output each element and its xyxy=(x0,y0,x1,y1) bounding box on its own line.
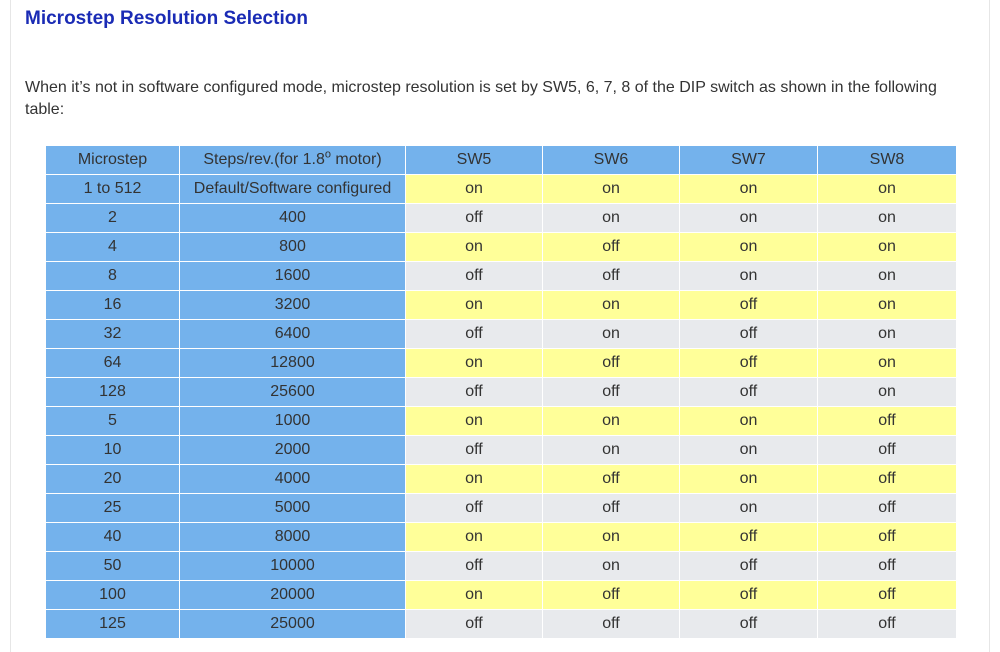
cell-sw5: off xyxy=(406,494,543,523)
cell-sw5: on xyxy=(406,349,543,378)
cell-sw8: off xyxy=(818,581,957,610)
table-row xyxy=(46,291,957,320)
table-row xyxy=(46,465,957,494)
cell-steps: 4000 xyxy=(180,465,406,494)
cell-steps: Default/Software configured xyxy=(180,175,406,204)
intro-text: When it’s not in software configured mode, microstep resolution is set by SW5, 6, 7, 8 of the DIP switch as shown in the following table: xyxy=(25,79,937,118)
cell-steps: 6400 xyxy=(180,320,406,349)
table-row xyxy=(46,349,957,378)
cell-steps: 12800 xyxy=(180,349,406,378)
header-sw6: SW6 xyxy=(543,146,680,175)
cell-sw5: off xyxy=(406,552,543,581)
cell-sw5: off xyxy=(406,610,543,639)
page xyxy=(10,0,990,652)
cell-sw5: off xyxy=(406,204,543,233)
table-row xyxy=(46,320,957,349)
cell-sw5: on xyxy=(406,581,543,610)
table-row xyxy=(46,581,957,610)
cell-sw8: on xyxy=(818,262,957,291)
cell-sw5: off xyxy=(406,436,543,465)
table-row xyxy=(46,552,957,581)
cell-microstep: 100 xyxy=(46,581,180,610)
cell-microstep: 32 xyxy=(46,320,180,349)
cell-sw6: on xyxy=(543,291,680,320)
cell-sw7: on xyxy=(680,436,818,465)
cell-sw5: on xyxy=(406,175,543,204)
cell-microstep: 10 xyxy=(46,436,180,465)
cell-sw6: off xyxy=(543,262,680,291)
cell-steps: 20000 xyxy=(180,581,406,610)
cell-steps: 10000 xyxy=(180,552,406,581)
header-steps-prefix: Steps/rev.(for 1.8 xyxy=(203,151,325,168)
cell-sw6: off xyxy=(543,465,680,494)
table-row xyxy=(46,494,957,523)
cell-microstep: 125 xyxy=(46,610,180,639)
header-sw7: SW7 xyxy=(680,146,818,175)
table-body xyxy=(46,175,957,639)
cell-sw7: on xyxy=(680,262,818,291)
header-sw8: SW8 xyxy=(818,146,957,175)
cell-sw5: on xyxy=(406,233,543,262)
cell-sw6: on xyxy=(543,436,680,465)
cell-sw8: off xyxy=(818,610,957,639)
cell-sw6: off xyxy=(543,610,680,639)
cell-steps: 1600 xyxy=(180,262,406,291)
cell-sw7: on xyxy=(680,494,818,523)
cell-sw6: on xyxy=(543,523,680,552)
cell-steps: 25000 xyxy=(180,610,406,639)
cell-sw7: off xyxy=(680,610,818,639)
cell-sw6: off xyxy=(543,233,680,262)
cell-microstep: 16 xyxy=(46,291,180,320)
cell-sw6: on xyxy=(543,552,680,581)
cell-sw7: off xyxy=(680,320,818,349)
cell-steps: 5000 xyxy=(180,494,406,523)
cell-sw8: off xyxy=(818,523,957,552)
cell-microstep: 40 xyxy=(46,523,180,552)
cell-steps: 2000 xyxy=(180,436,406,465)
table-header-row xyxy=(46,146,957,175)
cell-sw8: off xyxy=(818,436,957,465)
cell-microstep: 64 xyxy=(46,349,180,378)
cell-sw5: off xyxy=(406,262,543,291)
cell-sw7: off xyxy=(680,349,818,378)
cell-sw8: on xyxy=(818,175,957,204)
cell-sw8: off xyxy=(818,552,957,581)
cell-sw7: off xyxy=(680,581,818,610)
page-title: Microstep Resolution Selection xyxy=(25,8,308,29)
table-row xyxy=(46,262,957,291)
cell-sw8: on xyxy=(818,204,957,233)
cell-sw5: on xyxy=(406,291,543,320)
cell-sw8: off xyxy=(818,465,957,494)
cell-sw6: on xyxy=(543,204,680,233)
cell-sw8: on xyxy=(818,291,957,320)
cell-steps: 800 xyxy=(180,233,406,262)
cell-sw6: on xyxy=(543,175,680,204)
cell-sw8: off xyxy=(818,494,957,523)
header-microstep: Microstep xyxy=(46,146,180,175)
microstep-table xyxy=(45,145,957,639)
cell-sw8: on xyxy=(818,349,957,378)
cell-sw5: on xyxy=(406,407,543,436)
cell-microstep: 50 xyxy=(46,552,180,581)
cell-sw6: on xyxy=(543,407,680,436)
cell-sw7: on xyxy=(680,465,818,494)
cell-sw5: off xyxy=(406,320,543,349)
cell-sw6: off xyxy=(543,494,680,523)
table-row xyxy=(46,204,957,233)
table-row xyxy=(46,378,957,407)
cell-sw8: on xyxy=(818,320,957,349)
cell-microstep: 128 xyxy=(46,378,180,407)
cell-microstep: 1 to 512 xyxy=(46,175,180,204)
cell-sw8: off xyxy=(818,407,957,436)
cell-steps: 400 xyxy=(180,204,406,233)
header-steps-degree: o xyxy=(324,148,331,161)
cell-microstep: 5 xyxy=(46,407,180,436)
cell-sw7: on xyxy=(680,204,818,233)
cell-microstep: 4 xyxy=(46,233,180,262)
cell-sw6: off xyxy=(543,349,680,378)
cell-sw6: off xyxy=(543,378,680,407)
cell-sw7: off xyxy=(680,291,818,320)
header-steps-suffix: motor) xyxy=(330,151,382,168)
header-sw5: SW5 xyxy=(406,146,543,175)
table-row xyxy=(46,523,957,552)
cell-sw7: on xyxy=(680,233,818,262)
cell-microstep: 20 xyxy=(46,465,180,494)
table-row xyxy=(46,175,957,204)
cell-steps: 1000 xyxy=(180,407,406,436)
cell-sw6: on xyxy=(543,320,680,349)
cell-sw7: off xyxy=(680,378,818,407)
cell-sw7: on xyxy=(680,175,818,204)
cell-steps: 3200 xyxy=(180,291,406,320)
cell-sw5: off xyxy=(406,378,543,407)
cell-sw8: on xyxy=(818,233,957,262)
cell-steps: 25600 xyxy=(180,378,406,407)
cell-sw8: on xyxy=(818,378,957,407)
header-steps xyxy=(180,146,406,175)
cell-microstep: 25 xyxy=(46,494,180,523)
cell-sw5: on xyxy=(406,465,543,494)
cell-microstep: 2 xyxy=(46,204,180,233)
cell-sw7: off xyxy=(680,523,818,552)
table-row xyxy=(46,233,957,262)
cell-sw5: on xyxy=(406,523,543,552)
cell-sw6: off xyxy=(543,581,680,610)
cell-sw7: on xyxy=(680,407,818,436)
table-row xyxy=(46,610,957,639)
table-row xyxy=(46,407,957,436)
table-row xyxy=(46,436,957,465)
cell-steps: 8000 xyxy=(180,523,406,552)
cell-sw7: off xyxy=(680,552,818,581)
cell-microstep: 8 xyxy=(46,262,180,291)
